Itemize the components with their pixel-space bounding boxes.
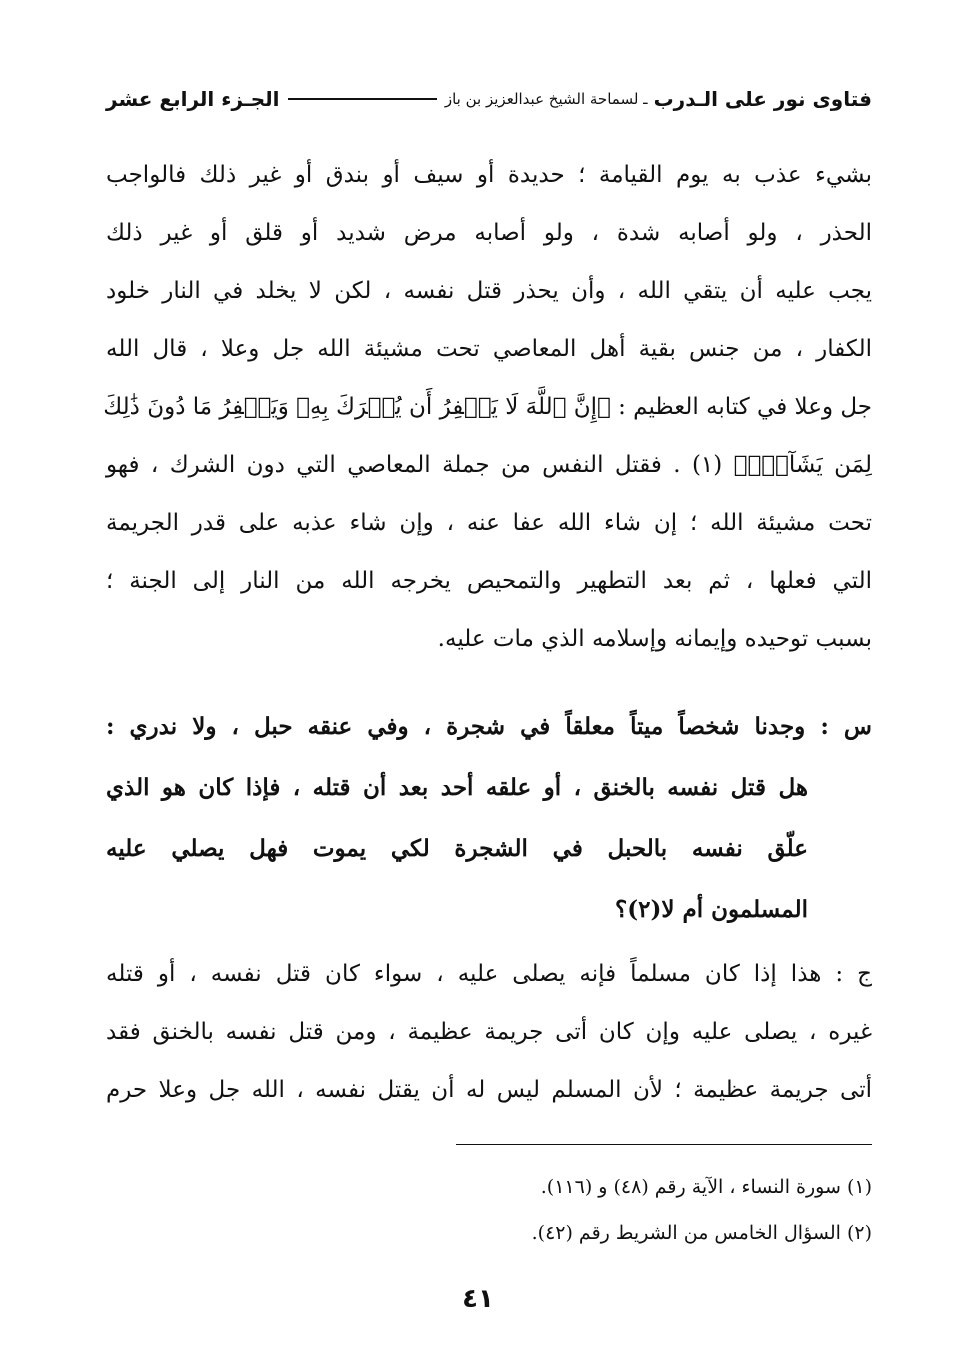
footnote-1: (١) سورة النساء ، الآية رقم (٤٨) و (١١٦). xyxy=(540,1176,872,1198)
question-line: س : وجدنا شخصاً ميتاً معلقاً في شجرة ، وفي عنقه حبل ، ولا ندري : xyxy=(106,713,872,740)
question-line: المسلمون أم لا(٢)؟ xyxy=(615,896,808,923)
text-line: التي فعلها ، ثم بعد التطهير والتمحيص يخرجه الله من النار إلى الجنة ؛ xyxy=(106,568,872,594)
text-line: بسبب توحيده وإيمانه وإسلامه الذي مات عليه. xyxy=(437,626,872,652)
answer-line: غيره ، يصلى عليه وإن كان أتى جريمة عظيمة ، ومن قتل نفسه بالخنق فقد xyxy=(106,1019,872,1045)
question-block xyxy=(106,696,872,940)
text-line: الحذر ، ولو أصابه شدة ، ولو أصابه مرض شديد أو قلق أو غير ذلك xyxy=(106,220,872,246)
text-line: الكفار ، من جنس بقية أهل المعاصي تحت مشيئة الله جل وعلا ، قال الله xyxy=(106,336,872,362)
running-header xyxy=(106,82,872,116)
question-line: هل قتل نفسه بالخنق ، أو علقه أحد بعد أن قتله ، فإذا كان هو الذي xyxy=(106,774,808,801)
text-line: جل وعلا في كتابه العظيم : ﴿إِنَّ ٱللَّهَ لَا يَغۡفِرُ أَن يُشۡرَكَ بِهِۦ وَيَغۡفِرُ مَا دُونَ ذَٰلِكَ xyxy=(103,394,872,420)
page-number: ٤١ xyxy=(462,1284,494,1314)
question-line: علّق نفسه بالحبل في الشجرة لكي يموت فهل يصلي عليه xyxy=(106,835,808,862)
book-title: فتاوى نور على الـدرب xyxy=(653,87,872,111)
answer-line: ج : هذا إذا كان مسلماً فإنه يصلى عليه ، سواء كان قتل نفسه ، أو قتله xyxy=(106,961,872,987)
footnotes xyxy=(106,1164,872,1256)
header-right-group xyxy=(445,87,872,111)
answer-line: أتى جريمة عظيمة ؛ لأن المسلم ليس له أن يقتل نفسه ، الله جل وعلا حرم xyxy=(106,1077,872,1103)
text-line: بشيء عذب به يوم القيامة ؛ حديدة أو سيف أو بندق أو غير ذلك فالواجب xyxy=(106,162,872,188)
book-author: ـ لسماحة الشيخ عبدالعزيز بن باز xyxy=(444,90,648,108)
text-line: تحت مشيئة الله ؛ إن شاء الله عفا عنه ، وإن شاء عذبه على قدر الجريمة xyxy=(106,510,872,536)
answer-block xyxy=(106,945,872,1119)
header-rule xyxy=(288,98,437,100)
footnote-separator xyxy=(456,1144,872,1145)
volume-label: الجـزء الرابع عشر xyxy=(106,87,280,111)
paragraph-continuation xyxy=(103,146,872,668)
footnote-2: (٢) السؤال الخامس من الشريط رقم (٤٢). xyxy=(531,1222,872,1244)
text-line: يجب عليه أن يتقي الله ، وأن يحذر قتل نفسه ، لكن لا يخلد في النار خلود xyxy=(106,278,872,304)
text-line: لِمَن يَشَآءُۚ﴾ (١) . فقتل النفس من جملة المعاصي التي دون الشرك ، فهو xyxy=(106,452,872,478)
